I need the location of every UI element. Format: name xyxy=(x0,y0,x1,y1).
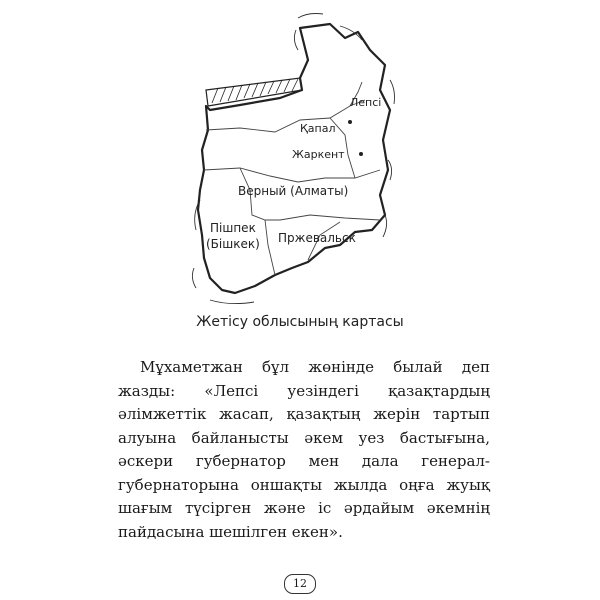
label-zharkent: Жаркент xyxy=(292,148,345,161)
label-przhevalsk: Пржевальск xyxy=(278,231,356,245)
town-dot-zharkent xyxy=(359,152,363,156)
zhetysu-map xyxy=(180,10,400,310)
label-verny: Верный (Алматы) xyxy=(238,184,349,198)
label-kapal: Қапал xyxy=(300,122,336,135)
paragraph: Мұхаметжан бұл жөнінде былай деп жазды: «Лепсі уезіндегі қазақтардың әлімжеттік жасап, қазақтың жерін тартып алуына байланысты әкем уез бастығына, әскери губернатор мен дала генерал-губернаторына оншақты жылда оңға жуық шағым түсірген және іс әрдайым әкемнің пайдасына шешілген екен». xyxy=(118,358,490,541)
label-lepsi: Лепсі xyxy=(350,96,382,109)
body-text xyxy=(118,356,490,544)
label-pishpek: Пішпек xyxy=(210,221,256,235)
page-number: 12 xyxy=(284,574,316,594)
town-dot-kapal xyxy=(348,120,352,124)
label-bishkek: (Бішкек) xyxy=(206,237,260,251)
map-caption: Жетісу облысының картасы xyxy=(196,314,404,330)
